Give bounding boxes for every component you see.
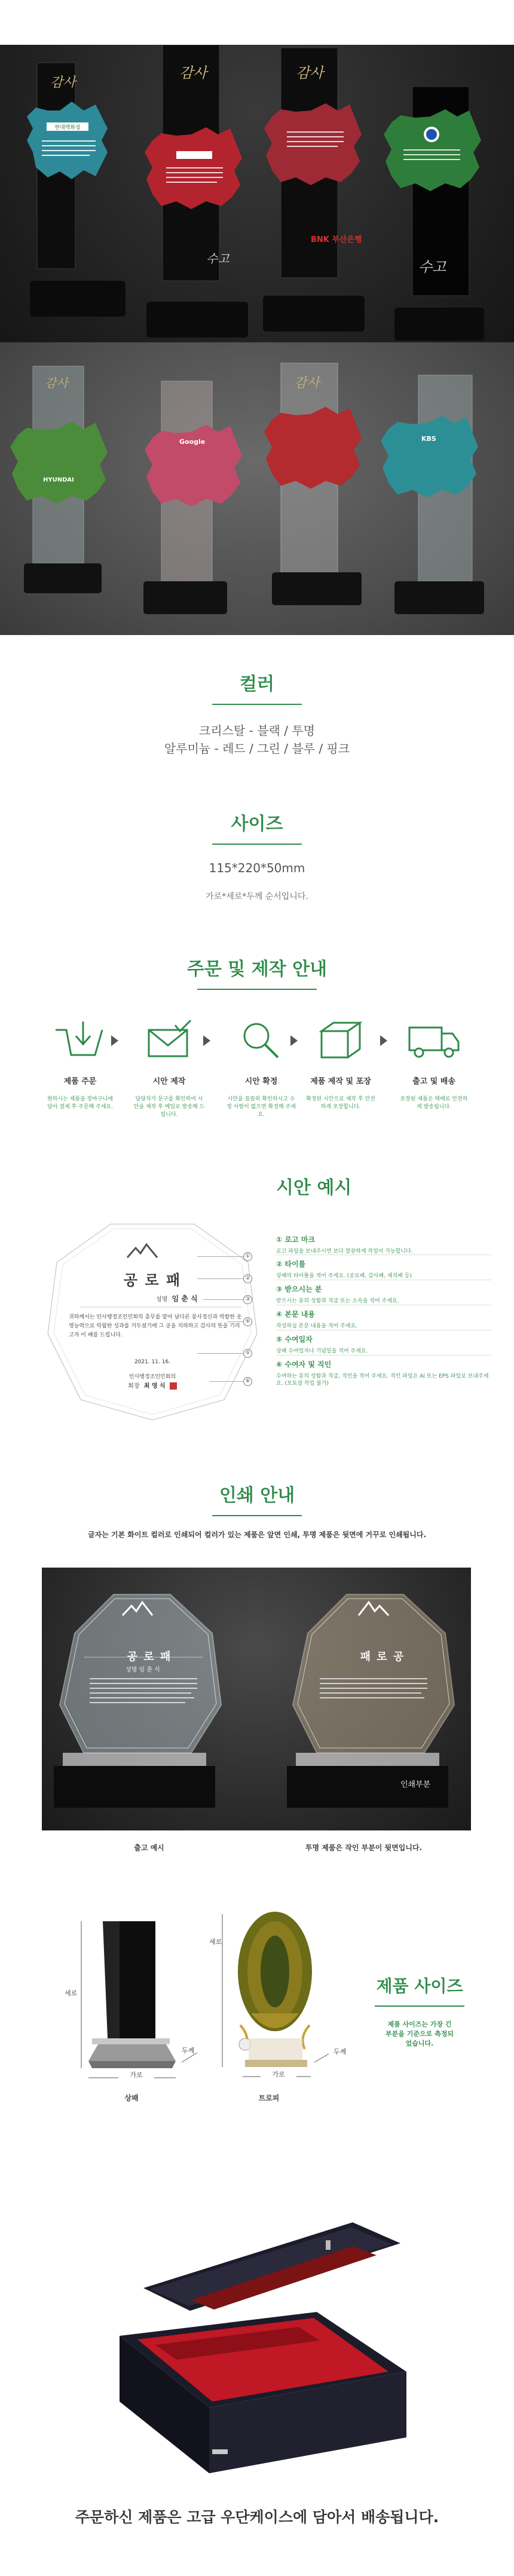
step-desc: 시안을 꼼꼼히 확인하시고 수정 사항이 없으면 확정해 주세요. [227,1096,296,1118]
color-line-aluminum: 알루미늄 - 레드 / 그린 / 블루 / 핑크 [164,741,350,756]
size-title: 사이즈 [231,814,283,835]
legend-title: 본문 내용 [284,1310,315,1318]
legend-item-title [276,1259,491,1280]
recipient-name: 임 춘 식 [172,1295,198,1303]
size-dimensions: 115*220*50mm [209,861,305,875]
print-area-label: 인쇄부분 [400,1780,431,1789]
legend-desc: 작성하실 본문 내용을 적어 주세요. [276,1323,358,1329]
svg-text:감사: 감사 [45,376,68,390]
step-desc: 포장된 제품은 택배로 안전하게 발송됩니다. [400,1096,468,1110]
product-size-diagram-plaque [65,1912,202,2085]
product-size-text [354,1973,485,2048]
callout-leader [197,1353,243,1354]
basket-icon [44,1017,116,1063]
arrow-icon [203,1035,210,1046]
dim-depth-label: 두께 [334,2048,347,2056]
front-plaque-name: 성명 임 춘 식 [126,1667,160,1673]
order-title: 주문 및 제작 안내 [186,959,328,980]
print-title-underline [212,1515,302,1516]
callout-leader [197,1256,243,1257]
callout-leader [209,1381,243,1382]
product-size-desc: 제품 사이즈는 가장 긴 부분을 기준으로 측정되었습니다. [386,2020,454,2047]
legend-divider [276,1355,491,1356]
proof-title: 시안 예시 [276,1177,352,1198]
svg-text:수고: 수고 [206,252,230,266]
callout-1: ① [243,1252,252,1261]
signer-name: 최 영 식 [143,1383,166,1390]
size-section [0,809,514,902]
print-intro: 글자는 기본 화이트 컬러로 인쇄되어 컬러가 있는 제품은 앞면 인쇄, 투명 제품은 뒷면에 거꾸로 인쇄됩니다. [87,1531,427,1539]
print-example-illustration [42,1568,471,1830]
step-label: 제품 제작 및 포장 [310,1077,371,1086]
arrow-icon [111,1035,118,1046]
legend-desc: 상패 수여일자나 기념일을 적어 주세요. [276,1348,368,1354]
arrow-icon [290,1035,298,1046]
callout-3: ③ [243,1295,252,1304]
order-title-underline [197,989,317,990]
proof-section [276,1173,491,1199]
callout-leader [197,1278,243,1279]
legend-desc: 상패의 타이틀을 적어 주세요. (공로패, 감사패, 재직패 등) [276,1273,412,1279]
dim-width-label: 가로 [118,2070,154,2080]
product-size-diagram-trophy [209,1906,353,2085]
proof-plaque-date: 2021. 11. 16. [134,1359,171,1365]
front-plaque-title: 공 로 패 [127,1651,172,1663]
caption-trophy: 트로피 [258,2094,280,2102]
color-title-underline [212,704,302,705]
caption-plaque: 상패 [124,2094,139,2102]
dim-height-label: 세로 [209,1938,222,1946]
callout-6: ⑥ [243,1377,252,1386]
box-icon [305,1017,377,1063]
legend-item-date [276,1334,491,1355]
legend-item-signer [276,1359,491,1387]
hero-photo-clear-plaques [0,342,514,635]
svg-text:감사: 감사 [179,65,207,81]
step-confirm [225,1017,297,1119]
back-plaque-title: 패 로 공 [360,1651,405,1663]
svg-text:감사: 감사 [294,376,320,391]
legend-item-recipient [276,1284,491,1305]
proof-plaque-title: 공 로 패 [123,1272,182,1289]
proof-plaque-recipient [156,1293,198,1304]
proof-plaque-signer [45,1381,260,1390]
signer-title: 회장 [128,1383,140,1390]
legend-title: 수여일자 [284,1335,313,1344]
callout-4: ④ [243,1317,252,1326]
order-section [0,954,514,990]
size-note: 가로*세로*두께 순서입니다. [206,892,308,901]
print-example-photo [42,1568,471,1830]
step-draft [133,1017,205,1119]
dim-height-label: 세로 [65,1989,78,1997]
legend-num: ⑥ [276,1360,283,1369]
legend-num: ③ [276,1285,283,1293]
legend-item-logo [276,1234,491,1255]
packaging-photo [114,2222,406,2473]
recipient-label: 성명 [156,1296,168,1303]
print-caption-transparent: 투명 제품은 작인 부분이 뒷면입니다. [305,1844,423,1852]
hero-2-illustration [0,342,514,635]
step-production [305,1017,377,1111]
callout-2: ② [243,1274,252,1283]
legend-title: 수여자 및 직인 [284,1360,332,1369]
step-desc: 담당자가 문구를 확인하여 시안을 제작 후 메일로 발송해 드립니다. [133,1096,205,1118]
dim-depth-label: 두께 [182,2047,195,2054]
svg-text:KBS: KBS [421,435,436,443]
mail-icon [133,1017,205,1063]
svg-text:감사: 감사 [296,65,324,81]
svg-text:수고: 수고 [418,259,446,275]
color-title: 컬러 [240,674,274,695]
step-desc: 원하시는 제품을 장바구니에 담아 결제 후 주문해 주세요. [47,1096,114,1110]
print-caption-shipping: 출고 예시 [134,1844,164,1852]
step-label: 제품 주문 [63,1077,97,1086]
legend-title: 받으시는 분 [284,1285,322,1293]
legend-desc: 로고 파일을 보내주시면 보다 깔끔하게 작업이 가능합니다. [276,1249,413,1255]
dim-width-label: 가로 [261,2069,296,2079]
arrow-icon [380,1035,387,1046]
legend-item-body [276,1309,491,1330]
svg-text:BNK 부산은행: BNK 부산은행 [311,235,362,244]
size-title-underline [212,844,302,845]
callout-leader [203,1299,243,1300]
step-delivery [398,1017,470,1111]
proof-plaque-org: 인사행정조인민회의 [128,1374,176,1380]
svg-text:Google: Google [179,438,206,446]
legend-num: ① [276,1235,283,1244]
step-order [44,1017,116,1111]
truck-icon [398,1017,470,1063]
legend-title: 로고 마크 [284,1235,315,1244]
proof-plaque-body: 귀하께서는 인사행정조인민회의 총무를 맡아 남다른 봉사정신과 박함한 운영능력으로 탁월한 성과를 거두셨기에 그 공을 치하하고 감사의 뜻을 기리고자 이 패를 드립니다. [69,1314,242,1338]
legend-num: ② [276,1260,283,1268]
callout-5: ⑤ [243,1349,252,1358]
step-label: 출고 및 배송 [412,1077,455,1086]
legend-num: ⑤ [276,1335,283,1344]
legend-desc: 받으시는 분의 성함과 직급 또는 소속을 적어 주세요. [276,1298,399,1304]
step-desc: 확정된 시안으로 제작 후 안전하게 포장합니다. [306,1096,375,1110]
seal-stamp [170,1382,177,1390]
hero-1-illustration [0,45,514,379]
legend-desc: 수여하는 분의 성함과 직급, 직인을 적어 주세요. 직인 파일은 AI 또는 EPS 파일로 보내주세요. (포토샵 작업 불가) [276,1373,489,1387]
proof-plaque [45,1220,260,1424]
color-section [0,669,514,758]
print-title: 인쇄 안내 [219,1485,295,1506]
step-label: 시안 제작 [152,1077,186,1086]
legend-num: ④ [276,1310,283,1318]
packaging-text: 주문하신 제품은 고급 우단케이스에 담아서 배송됩니다. [75,2508,439,2526]
hero-photo-black-plaques [0,45,514,379]
legend-title: 타이틀 [284,1260,306,1268]
color-line-crystal: 크리스탈 - 블랙 / 투명 [199,723,315,738]
svg-text:HYUNDAI: HYUNDAI [43,477,74,483]
step-label: 시안 확정 [244,1077,278,1086]
svg-text:현대백화점: 현대백화점 [54,125,81,131]
magnifier-icon [225,1017,297,1063]
callout-leader [227,1321,243,1322]
product-size-underline [375,2005,464,2007]
svg-text:감사: 감사 [50,75,76,90]
print-section [0,1480,514,1540]
product-size-title: 제품 사이즈 [376,1976,463,1996]
